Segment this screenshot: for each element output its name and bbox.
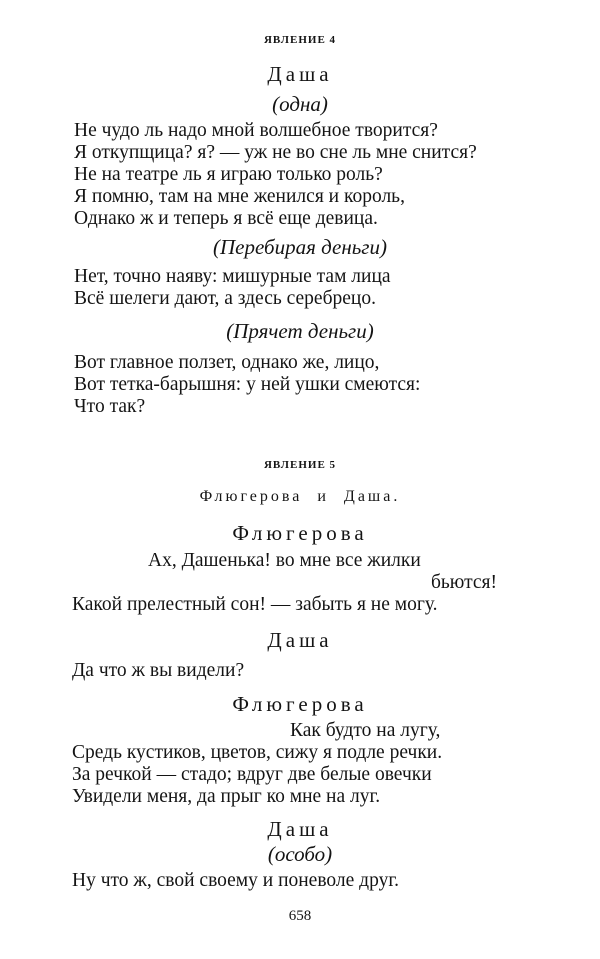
dialogue-line: Как будто на лугу, — [290, 720, 441, 741]
verse-line: За речкой — стадо; вдруг две белые овечки — [72, 764, 432, 785]
verse-line: Увидели меня, да прыг ко мне на луг. — [72, 786, 381, 807]
verse-line: Вот тетка-барышня: у ней ушки смеются: — [74, 374, 421, 395]
cast-list: Флюгерова и Даша. — [199, 488, 401, 505]
verse-line: Не на театре ль я играю только роль? — [74, 164, 383, 185]
scene-5-heading: ЯВЛЕНИЕ 5 — [263, 459, 337, 471]
verse-line: Всё шелеги дают, а здесь серебрецо. — [74, 288, 376, 309]
stage-direction-alone: (одна) — [272, 92, 328, 116]
speaker-flyugerova: Флюгерова — [232, 692, 368, 716]
verse-line: Что так? — [74, 396, 146, 417]
verse-line: Средь кустиков, цветов, сижу я подле речки. — [72, 742, 443, 763]
verse-block-4 — [72, 742, 442, 808]
verse-line: Нет, точно наяву: мишурные там лица — [74, 266, 391, 287]
verse-line: Вот главное ползет, однако же, лицо, — [74, 352, 380, 373]
verse-line: Я откупщица? я? — уж не во сне ль мне снится? — [74, 142, 477, 163]
dialogue-line-continuation: бьются! — [430, 572, 497, 593]
scene-4-heading: ЯВЛЕНИЕ 4 — [263, 34, 337, 46]
verse-line: Не чудо ль надо мной волшебное творится? — [74, 120, 438, 141]
speaker-flyugerova: Флюгерова — [232, 521, 368, 545]
stage-direction-aside: (особо) — [267, 842, 333, 866]
page-number: 658 — [288, 908, 312, 924]
dialogue-line: Ах, Дашенька! во мне все жилки — [148, 550, 421, 571]
dialogue-line: Ну что ж, свой своему и поневоле друг. — [72, 870, 400, 891]
dialogue-line: Какой прелестный сон! — забыть я не могу. — [72, 594, 438, 615]
verse-block-2 — [74, 266, 391, 310]
stage-direction-counting-money: (Перебирая деньги) — [213, 235, 387, 259]
verse-line: Я помню, там на мне женился и король, — [74, 186, 405, 207]
stage-direction-hides-money: (Прячет деньги) — [226, 319, 374, 343]
speaker-dasha: Даша — [267, 817, 333, 841]
speaker-dasha: Даша — [267, 62, 333, 86]
verse-block-1 — [74, 120, 477, 230]
verse-block-3 — [74, 352, 420, 418]
verse-line: Однако ж и теперь я всё еще девица. — [74, 208, 378, 229]
speaker-dasha: Даша — [267, 628, 333, 652]
dialogue-line: Да что ж вы видели? — [72, 660, 245, 681]
